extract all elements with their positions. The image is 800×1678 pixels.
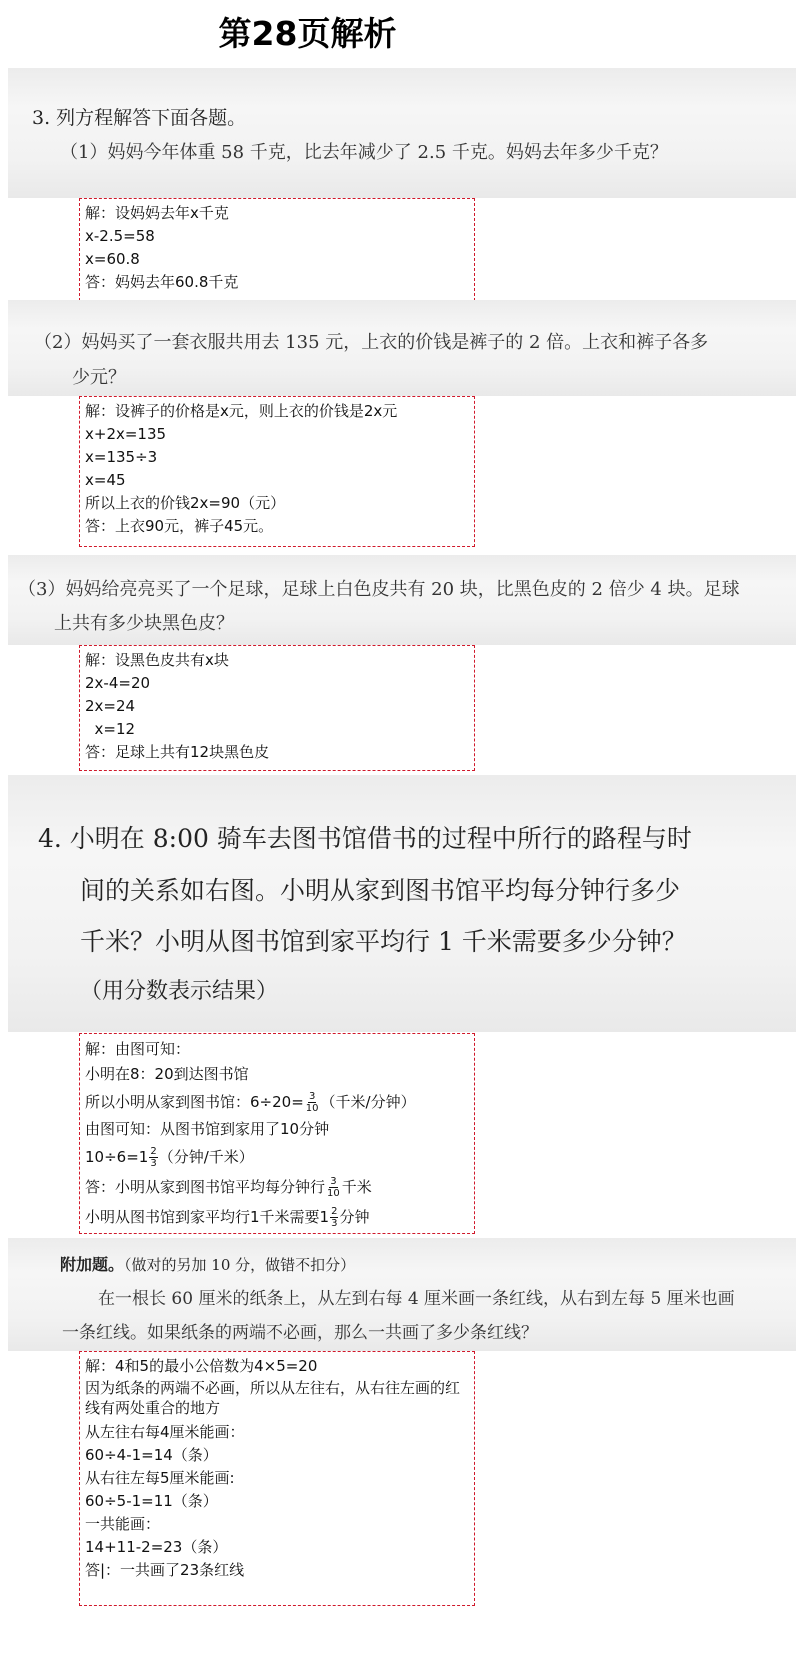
answer-line-fraction bbox=[85, 1142, 474, 1172]
answer-line: 解：由图可知： bbox=[85, 1040, 191, 1058]
fraction bbox=[305, 1091, 320, 1114]
q3-scan-2 bbox=[8, 300, 796, 396]
answer-text: 10÷6=1 bbox=[85, 1148, 149, 1166]
q4-line2: 间的关系如右图。小明从家到图书馆平均每分钟行多少 bbox=[80, 876, 681, 905]
q4-line1: 4. 小明在 8:00 骑车去图书馆借书的过程中所行的路程与时 bbox=[38, 824, 692, 853]
fraction bbox=[326, 1176, 341, 1199]
bonus-heading bbox=[60, 1252, 355, 1275]
q3-scan-3 bbox=[8, 555, 796, 645]
fraction-denominator: 3 bbox=[331, 1218, 338, 1229]
bonus-scan bbox=[8, 1238, 796, 1351]
answer-box-q3-1 bbox=[79, 198, 475, 301]
answer-box-q3-2 bbox=[79, 396, 475, 547]
answer-text: 答：小明从家到图书馆平均每分钟行 bbox=[85, 1178, 326, 1196]
answer-line: 所以上衣的价钱2x=90（元） bbox=[85, 494, 286, 512]
q4-scan bbox=[8, 775, 796, 1032]
q4-line3: 千米？小明从图书馆到家平均行 1 千米需要多少分钟？ bbox=[80, 927, 687, 956]
bonus-line2: 一条红线。如果纸条的两端不必画，那么一共画了多少条红线？ bbox=[62, 1323, 538, 1343]
answer-line: 14+11-2=23（条） bbox=[85, 1538, 228, 1556]
answer-text: （千米/分钟） bbox=[320, 1093, 416, 1111]
answer-line: 2x-4=20 bbox=[85, 674, 151, 692]
answer-line: x=12 bbox=[85, 720, 136, 738]
fraction-denominator: 10 bbox=[327, 1188, 340, 1199]
q4-line4: （用分数表示结果） bbox=[80, 979, 279, 1004]
answer-line-fraction bbox=[85, 1172, 474, 1202]
answer-text: 分钟 bbox=[339, 1208, 370, 1226]
q3-heading: 3. 列方程解答下面各题。 bbox=[32, 107, 247, 129]
answer-line: 因为纸条的两端不必画，所以从左往右，从右往左画的红线有两处重合的地方 bbox=[85, 1379, 461, 1417]
answer-box-q3-3 bbox=[79, 645, 475, 771]
q3-part2-line2: 少元？ bbox=[72, 367, 126, 388]
answer-text: 所以小明从家到图书馆：6÷20= bbox=[85, 1093, 304, 1111]
fraction-denominator: 3 bbox=[150, 1158, 157, 1169]
answer-line: 小明在8：20到达图书馆 bbox=[85, 1065, 249, 1083]
answer-line: x+2x=135 bbox=[85, 425, 167, 443]
answer-line: 一共能画： bbox=[85, 1515, 161, 1533]
answer-line: 解：4和5的最小公倍数为4×5=20 bbox=[85, 1357, 318, 1375]
answer-line: 从右往左每5厘米能画: bbox=[85, 1469, 235, 1487]
answer-box-q4 bbox=[79, 1033, 475, 1234]
answer-line: 答：上衣90元，裤子45元。 bbox=[85, 517, 274, 535]
answer-line: 60÷5-1=11（条） bbox=[85, 1492, 218, 1510]
answer-text: （分钟/千米） bbox=[158, 1148, 254, 1166]
fraction-numerator: 3 bbox=[308, 1091, 316, 1102]
page-title: 第28页解析 bbox=[218, 14, 397, 53]
fraction-numerator: 3 bbox=[330, 1176, 337, 1187]
answer-line: x=60.8 bbox=[85, 250, 140, 268]
answer-line: 解：设裤子的价格是x元，则上衣的价钱是2x元 bbox=[85, 402, 398, 420]
q3-scan-1 bbox=[8, 68, 796, 198]
fraction bbox=[149, 1146, 157, 1169]
fraction-denominator: 10 bbox=[305, 1103, 319, 1114]
bonus-line1: 在一根长 60 厘米的纸条上，从左到右每 4 厘米画一条红线，从右到左每 5 厘米也画 bbox=[98, 1289, 735, 1309]
answer-line: 2x=24 bbox=[85, 697, 136, 715]
answer-line: 答：足球上共有12块黑色皮 bbox=[85, 743, 270, 761]
fraction-numerator: 2 bbox=[150, 1146, 157, 1157]
fraction bbox=[330, 1206, 338, 1229]
answer-line: x-2.5=58 bbox=[85, 227, 155, 245]
answer-line: 解：设黑色皮共有x块 bbox=[85, 651, 229, 669]
q3-part3-line2: 上共有多少块黑色皮？ bbox=[54, 613, 234, 634]
fraction-numerator: 2 bbox=[331, 1206, 338, 1217]
answer-line-fraction bbox=[85, 1087, 474, 1117]
q3-part1-text: （1）妈妈今年体重 58 千克，比去年减少了 2.5 千克。妈妈去年多少千克？ bbox=[60, 142, 668, 163]
q3-part2-line1: （2）妈妈买了一套衣服共用去 135 元，上衣的价钱是裤子的 2 倍。上衣和裤子各多 bbox=[34, 332, 709, 353]
answer-text: 千米 bbox=[341, 1178, 372, 1196]
answer-text: 小明从图书馆到家平均行1千米需要1 bbox=[85, 1208, 330, 1226]
answer-line-fraction bbox=[85, 1202, 474, 1232]
answer-line: 答：妈妈去年60.8千克 bbox=[85, 273, 239, 291]
answer-box-bonus bbox=[79, 1351, 475, 1606]
answer-line: x=45 bbox=[85, 471, 126, 489]
q3-part3-line1: （3）妈妈给亮亮买了一个足球，足球上白色皮共有 20 块，比黑色皮的 2 倍少 4 块。足球 bbox=[18, 579, 740, 600]
answer-line: 答|：一共画了23条红线 bbox=[85, 1561, 245, 1579]
answer-line: 解：设妈妈去年x千克 bbox=[85, 204, 229, 222]
bonus-title: 附加题。 bbox=[60, 1255, 125, 1274]
answer-line: x=135÷3 bbox=[85, 448, 158, 466]
answer-line: 60÷4-1=14（条） bbox=[85, 1446, 218, 1464]
bonus-note: （做对的另加 10 分，做错不扣分） bbox=[124, 1256, 356, 1274]
answer-line: 从左往右每4厘米能画： bbox=[85, 1423, 245, 1441]
answer-line: 由图可知：从图书馆到家用了10分钟 bbox=[85, 1120, 330, 1138]
